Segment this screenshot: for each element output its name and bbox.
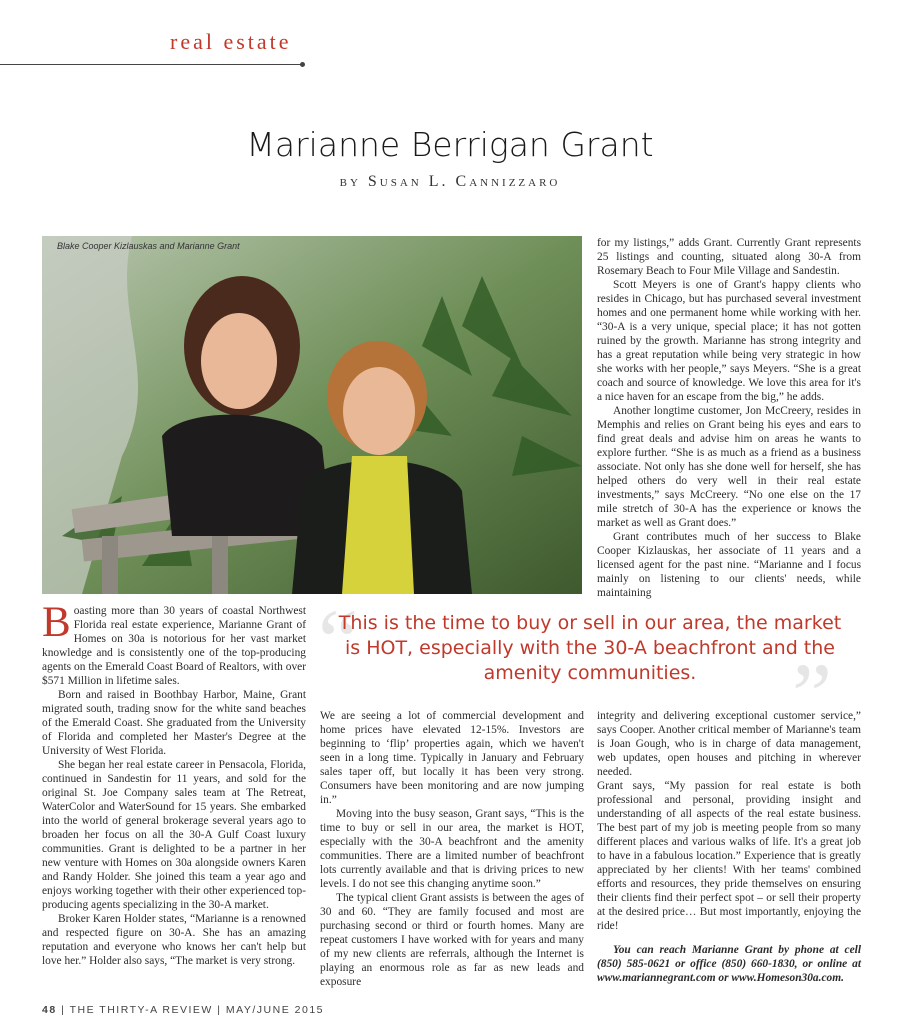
section-rule-dot [300,62,305,67]
paragraph: Born and raised in Boothbay Harbor, Maine, Grant migrated south, trading snow for the white sand beaches of the Emerald Coast. She graduated from the University of Florida and completed her Master's Degree at the University of West Florida. [42,689,306,757]
page-number: 48 [42,1004,57,1016]
article-photo [42,236,582,594]
contact-info: You can reach Marianne Grant by phone at cell (850) 585-0621 or office (850) 660-1830, or online at www.mariannegrant.com or www.Homeson30a.com. [597,944,861,984]
section-label: real estate [170,29,292,54]
footer-divider: | [61,1004,70,1016]
paragraph: Scott Meyers is one of Grant's happy clients who resides in Chicago, but has purchased several investment homes and one permanent home while working with her. “30-A is a very unique, special place; it has not gotten ruined by the growth. Marianne has strong integrity and has a great reputation while being very strategic in how she works with her people,” says Meyers. “She is a great coach and source of knowledge. We love this area for it's a nice haven for an escape from the big,” he adds. [597,279,861,403]
paragraph: Another longtime customer, Jon McCreery, resides in Memphis and relies on Grant being his eyes and ears to find great deals and advise him on areas he wants to explore further. “She is as much as a friend as a business associate. Not only has she done well for herself, she has helped others do very well in their real estate investments,” says McCreery. “No one else on the 17 mile stretch of 30-A has the experience or knows the market as well as Grant does.” [597,405,861,529]
paragraph: She began her real estate career in Pensacola, Florida, continued in Sandestin for 11 years, and sold for the original St. Joe Company sales team at The Retreat, WaterColor and WaterSound for 15 years. She embarked into the world of general brokerage several years ago to broaden her focus on all the 30-A Gulf Coast luxury communities. Grant is delighted to be a partner in her new venture with Homes on 30a alongside owners Karen and Randy Holder. She joined this team a year ago and enjoys working together with their other experienced top-producing agents specializing in the 30-A market. [42,759,306,911]
photo-caption: Blake Cooper Kizlauskas and Marianne Grant [57,241,240,251]
article-title: Marianne Berrigan Grant [246,125,654,164]
drop-cap: B [42,599,71,646]
page-footer [42,1004,324,1016]
quote-open-mark: “ [318,592,358,691]
issue-date: MAY/JUNE 2015 [225,1004,324,1016]
paragraph: Grant contributes much of her success to Blake Cooper Kizlauskas, her associate of 11 years and a licensed agent for the past nine. “Marianne and I focus mainly on listening to our clients' needs, while maintaining [597,531,861,599]
column-middle [320,709,584,989]
paragraph: integrity and delivering exceptional customer service,” says Cooper. Another critical member of Marianne's team is Joan Gough, who is in charge of data management, web updates, open houses and pitching in wherever needed. [597,710,861,778]
paragraph-text: oasting more than 30 years of coastal Northwest Florida real estate experience, Marianne Grant of Homes on 30a is notorious for her vast market knowledge and is consistently one of the top-producing agents on the Emerald Coast Board of Realtors, with over $571 Million in lifetime sales. [42,605,306,687]
paragraph: Broker Karen Holder states, “Marianne is a renowned and respected figure on 30-A. She has an amazing reputation and everyone who knows her can't help but love her.” Holder also says, “The market is very strong. [42,913,306,967]
pull-quote: This is the time to buy or sell in our area, the market is HOT, especially with the 30-A beachfront and the amenity communities. [338,612,842,684]
first-paragraph [42,599,306,688]
paragraph: for my listings,” adds Grant. Currently Grant represents 25 listings and counting, situated along 30-A from Rosemary Beach to Four Mile Village and Sandestin. [597,237,861,277]
paragraph: The typical client Grant assists is between the ages of 30 and 60. “They are family focused and most are purchasing second or third or fourth homes. Many are repeat customers I have worked with for years and many of my new clients are referrals, although the Internet is playing an enormous role as far as new leads and exposure [320,892,584,988]
article-byline: by Susan L. Cannizzaro [339,173,561,190]
paragraph: Moving into the busy season, Grant says, “This is the time to buy or sell in our area, the market is HOT, especially with the 30-A beachfront and the amenity communities. There are a limited number of beachfront lots currently available and that is driving prices to new levels. I do not see this changing anytime soon.” [320,808,584,890]
paragraph: Grant says, “My passion for real estate is both professional and personal, providing insight and understanding of all aspects of the real estate business. The best part of my job is meeting people from so many different places and various walks of life. It's a great job to have in a fabulous location.” Experience that is greatly appreciated by her clients! With her teams' combined efforts and resources, they pride themselves on ensuring their clients find their perfect spot – or sell their property at the desired price… But most importantly, enjoying the ride! [597,780,861,932]
column-right-top [597,236,861,600]
section-rule [0,64,302,65]
column-left [42,599,306,968]
paragraph: We are seeing a lot of commercial development and home prices have elevated 12-15%. Investors are beginning to ‘flip’ properties again, which we haven't seen in a long time. Typically in January and February sales taper off, but locally it has been very strong. Consumers have been monitoring and are now jumping in.” [320,710,584,806]
footer-divider: | [217,1004,226,1016]
publication-name: THE THIRTY-A REVIEW [69,1004,213,1016]
quote-close-mark: ” [792,646,832,745]
column-right-bottom [597,709,861,985]
